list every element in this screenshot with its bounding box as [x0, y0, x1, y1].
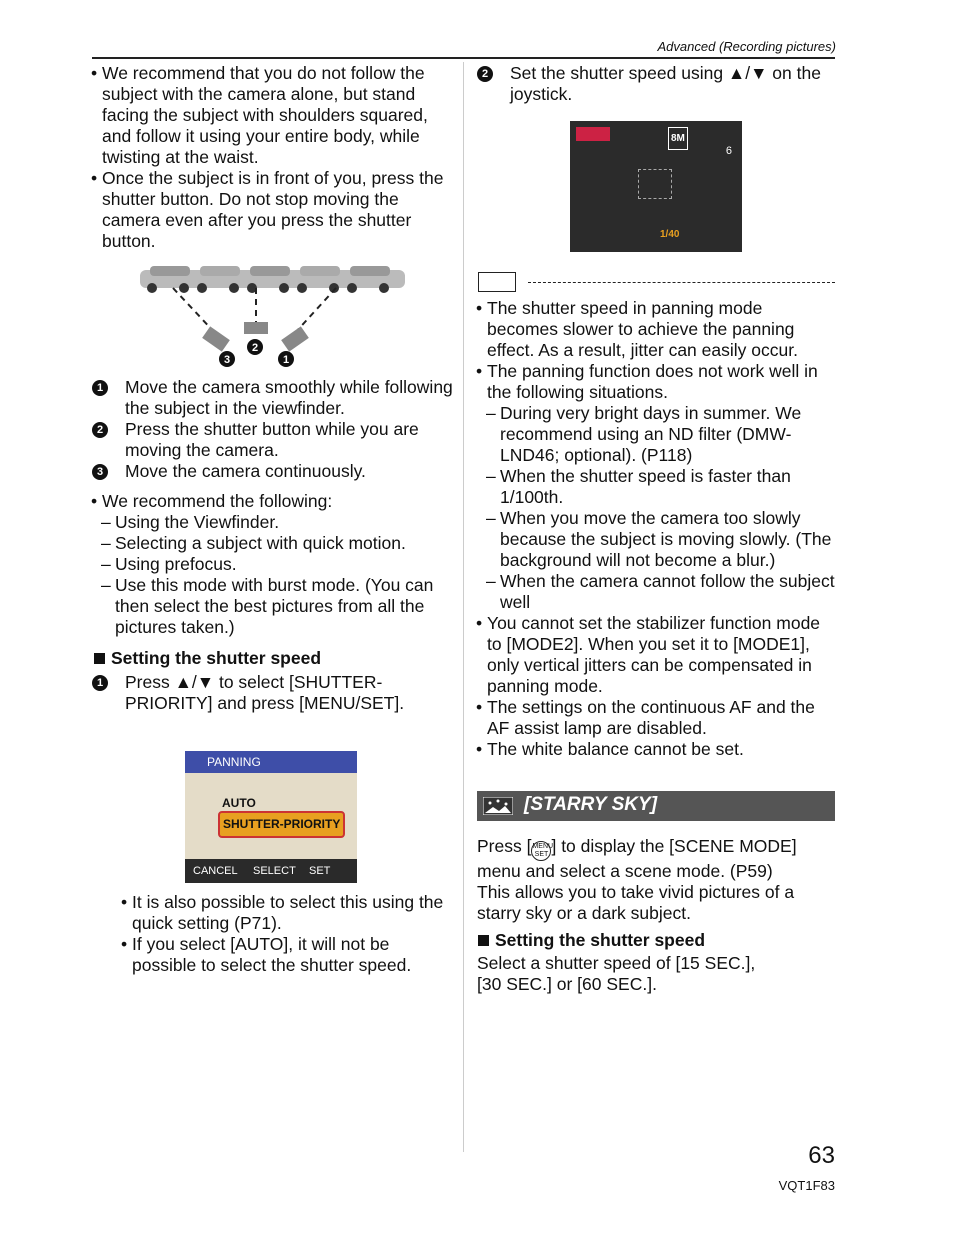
- menu-set-icon: MENU SET: [531, 841, 551, 861]
- menu-option-auto: AUTO: [222, 796, 256, 810]
- panning-diagram: [138, 262, 408, 374]
- bullet-item: • The white balance cannot be set.: [476, 739, 836, 760]
- note-divider: [528, 282, 835, 283]
- shutter-speed: 1/40: [660, 229, 680, 240]
- recommend-block: [91, 491, 453, 638]
- bullet-item: • Once the subject is in front of you, press the shutter button. Do not stop moving the camera even after you press the shutter button.: [91, 168, 453, 252]
- notes-block: [476, 298, 836, 760]
- running-header: Advanced (Recording pictures): [657, 39, 836, 54]
- section-heading: Setting the shutter speed: [478, 930, 705, 951]
- column-divider: [463, 62, 464, 1152]
- steps-list: [92, 377, 454, 482]
- diagram-label: 1: [282, 354, 290, 366]
- starry-sky-banner: [477, 791, 835, 821]
- dash-item: – Use this mode with burst mode. (You can then select the best pictures from all the pictures taken.): [101, 575, 453, 638]
- step-item: 2 Press the shutter button while you are moving the camera.: [92, 419, 454, 461]
- af-frame: [638, 169, 672, 199]
- diagram-label: 2: [251, 342, 259, 354]
- step-item: 1 Move the camera smoothly while following the subject in the viewfinder.: [92, 377, 454, 419]
- dash-item: – When you move the camera too slowly because the subject is moving slowly. (The background will not become a blur.): [486, 508, 836, 571]
- dash-item: – Using the Viewfinder.: [101, 512, 453, 533]
- bullet-item: • We recommend the following:: [91, 491, 453, 512]
- intro-text: This allows you to take vivid pictures of a starry sky or a dark subject.: [477, 882, 795, 923]
- page-number: 63: [808, 1142, 835, 1169]
- step-item: 3 Move the camera continuously.: [92, 461, 454, 482]
- menu-notes: [121, 892, 451, 976]
- lcd-screenshot: [570, 121, 742, 252]
- menu-screenshot: [185, 751, 357, 883]
- section-heading: Setting the shutter speed: [94, 648, 321, 669]
- starry-sky-icon: [483, 797, 513, 815]
- dash-item: – During very bright days in summer. We recommend using an ND filter (DMW-LND46; optional). (P118): [486, 403, 836, 466]
- bullet-item: • The shutter speed in panning mode becomes slower to achieve the panning effect. As a result, jitter can easily occur.: [476, 298, 836, 361]
- mode-icon: [576, 127, 610, 141]
- bullet-item: • The panning function does not work well in the following situations.: [476, 361, 836, 403]
- right-step: [477, 63, 833, 105]
- dash-item: – Using prefocus.: [101, 554, 453, 575]
- step-item: 2 Set the shutter speed using ▲/▼ on the joystick.: [477, 63, 833, 105]
- note-icon: [478, 272, 516, 292]
- document-code: VQT1F83: [778, 1178, 835, 1193]
- bullet-item: • If you select [AUTO], it will not be possible to select the shutter speed.: [121, 934, 451, 976]
- dash-item: – When the shutter speed is faster than 1/100th.: [486, 466, 836, 508]
- bullet-item: • You cannot set the stabilizer function mode to [MODE2]. When you set it to [MODE1], only vertical jitters can be compensated in panning mode.: [476, 613, 836, 697]
- dash-item: – When the camera cannot follow the subject well: [486, 571, 836, 613]
- menu-title: PANNING: [185, 751, 357, 773]
- shutter-step: [92, 672, 452, 714]
- step-item: 1 Press ▲/▼ to select [SHUTTER-PRIORITY] and press [MENU/SET].: [92, 672, 452, 714]
- banner-title: [STARRY SKY]: [524, 794, 658, 815]
- press-text: Press [MENU SET ] to display the [SCENE MODE] menu and select a scene mode. (P59): [477, 836, 797, 881]
- car-sequence: [140, 266, 405, 293]
- shot-count: 6: [725, 145, 732, 157]
- header-rule: [92, 57, 835, 59]
- left-column: [91, 63, 453, 252]
- menu-option-shutter-priority: SHUTTER-PRIORITY: [218, 811, 345, 838]
- shutter-text: Select a shutter speed of [15 SEC.], [30 SEC.] or [60 SEC.].: [477, 953, 756, 994]
- bullet-item: • The settings on the continuous AF and the AF assist lamp are disabled.: [476, 697, 836, 739]
- diagram-label: 3: [223, 354, 231, 366]
- menu-footer: CANCEL SELECT SET: [185, 859, 357, 883]
- starry-intro: [477, 836, 835, 924]
- image-size: 8M: [668, 127, 688, 150]
- bullet-item: • We recommend that you do not follow the subject with the camera alone, but stand facing the subject with shoulders squared, and follow it using your entire body, while twisting at the waist.: [91, 63, 453, 168]
- bullet-item: • It is also possible to select this using the quick setting (P71).: [121, 892, 451, 934]
- dash-item: – Selecting a subject with quick motion.: [101, 533, 453, 554]
